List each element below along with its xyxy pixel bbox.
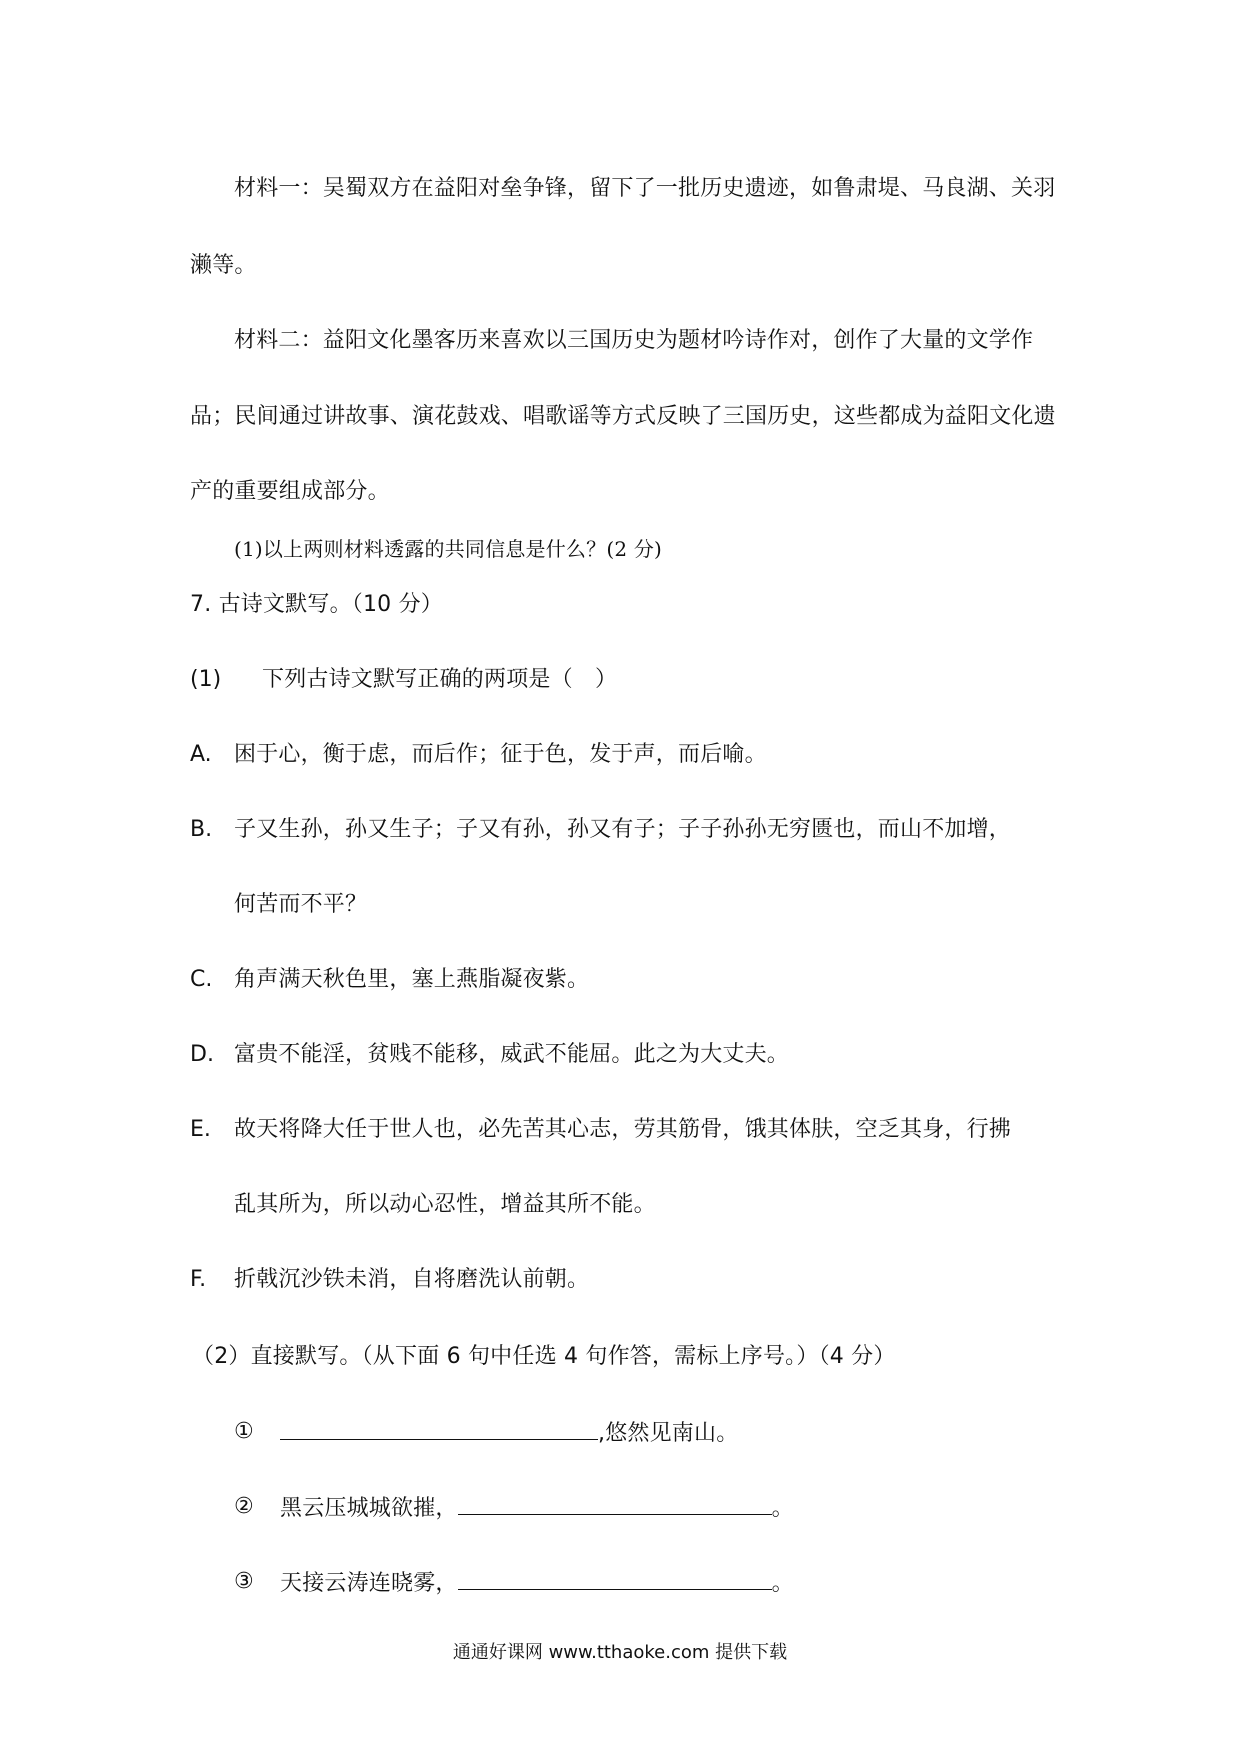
option-f-text: 折戟沉沙铁未消，自将磨洗认前朝。 bbox=[234, 1267, 590, 1292]
material-two-line-2: 品；民间通过讲故事、演花鼓戏、唱歌谣等方式反映了三国历史，这些都成为益阳文化遗 bbox=[190, 404, 1056, 429]
answer-blank-3[interactable] bbox=[458, 1567, 772, 1590]
option-e-text-line-2: 乱其所为，所以动心忍性，增益其所不能。 bbox=[234, 1192, 656, 1217]
answer-blank-2[interactable] bbox=[458, 1492, 772, 1515]
fill-item-2-number: ② bbox=[234, 1494, 254, 1519]
option-d-text: 富贵不能淫，贫贱不能移，威武不能屈。此之为大丈夫。 bbox=[234, 1042, 790, 1067]
fill-item-1-number: ① bbox=[234, 1419, 254, 1444]
option-b-label: B. bbox=[190, 817, 213, 842]
part-1-prompt: 下列古诗文默写正确的两项是（ ） bbox=[262, 667, 618, 692]
material-two-line-3: 产的重要组成部分。 bbox=[190, 479, 390, 504]
option-e-text-line-1: 故天将降大任于世人也，必先苦其心志，劳其筋骨，饿其体肤，空乏其身，行拂 bbox=[234, 1117, 1012, 1142]
option-a-label: A. bbox=[190, 742, 212, 767]
fill-item-3-before: 天接云涛连晓雾， bbox=[280, 1571, 458, 1596]
fill-item-2-before: 黑云压城城欲摧， bbox=[280, 1496, 458, 1521]
material-one-line-1: 材料一：吴蜀双方在益阳对垒争锋，留下了一批历史遗迹，如鲁肃堤、马良湖、关羽 bbox=[234, 176, 1056, 201]
fill-item-3-after: 。 bbox=[771, 1571, 794, 1596]
option-a-text: 困于心，衡于虑，而后作；征于色，发于声，而后喻。 bbox=[234, 742, 767, 767]
option-b-text-line-1: 子又生孙，孙又生子；子又有孙，孙又有子；子子孙孙无穷匮也，而山不加增， bbox=[234, 817, 1012, 842]
material-two-line-1: 材料二：益阳文化墨客历来喜欢以三国历史为题材吟诗作对，创作了大量的文学作 bbox=[234, 328, 1034, 353]
page-footer: 通通好课网 www.tthaoke.com 提供下载 bbox=[452, 1642, 788, 1663]
option-d-label: D. bbox=[190, 1042, 214, 1067]
option-f-label: F. bbox=[190, 1267, 207, 1292]
option-c-text: 角声满天秋色里，塞上燕脂凝夜紫。 bbox=[234, 967, 590, 992]
fill-item-2 bbox=[280, 1492, 794, 1524]
material-one-line-2: 濑等。 bbox=[190, 253, 257, 278]
fill-item-3 bbox=[280, 1567, 794, 1599]
option-b-text-line-2: 何苦而不平？ bbox=[234, 892, 368, 917]
fill-item-2-after: 。 bbox=[771, 1496, 794, 1521]
part-1-number: (1) bbox=[190, 667, 222, 692]
option-c-label: C. bbox=[190, 967, 213, 992]
option-e-label: E. bbox=[190, 1117, 211, 1142]
answer-blank-1[interactable] bbox=[280, 1417, 598, 1440]
fill-item-1 bbox=[280, 1417, 738, 1449]
part-2-prompt: （2）直接默写。（从下面 6 句中任选 4 句作答，需标上序号。）（4 分） bbox=[192, 1344, 896, 1369]
fill-item-1-after: ,悠然见南山。 bbox=[598, 1421, 739, 1446]
question-6-part-1: (1)以上两则材料透露的共同信息是什么？(2 分) bbox=[234, 537, 663, 561]
fill-item-3-number: ③ bbox=[234, 1569, 254, 1594]
question-7-title: 7. 古诗文默写。（10 分） bbox=[190, 592, 443, 617]
